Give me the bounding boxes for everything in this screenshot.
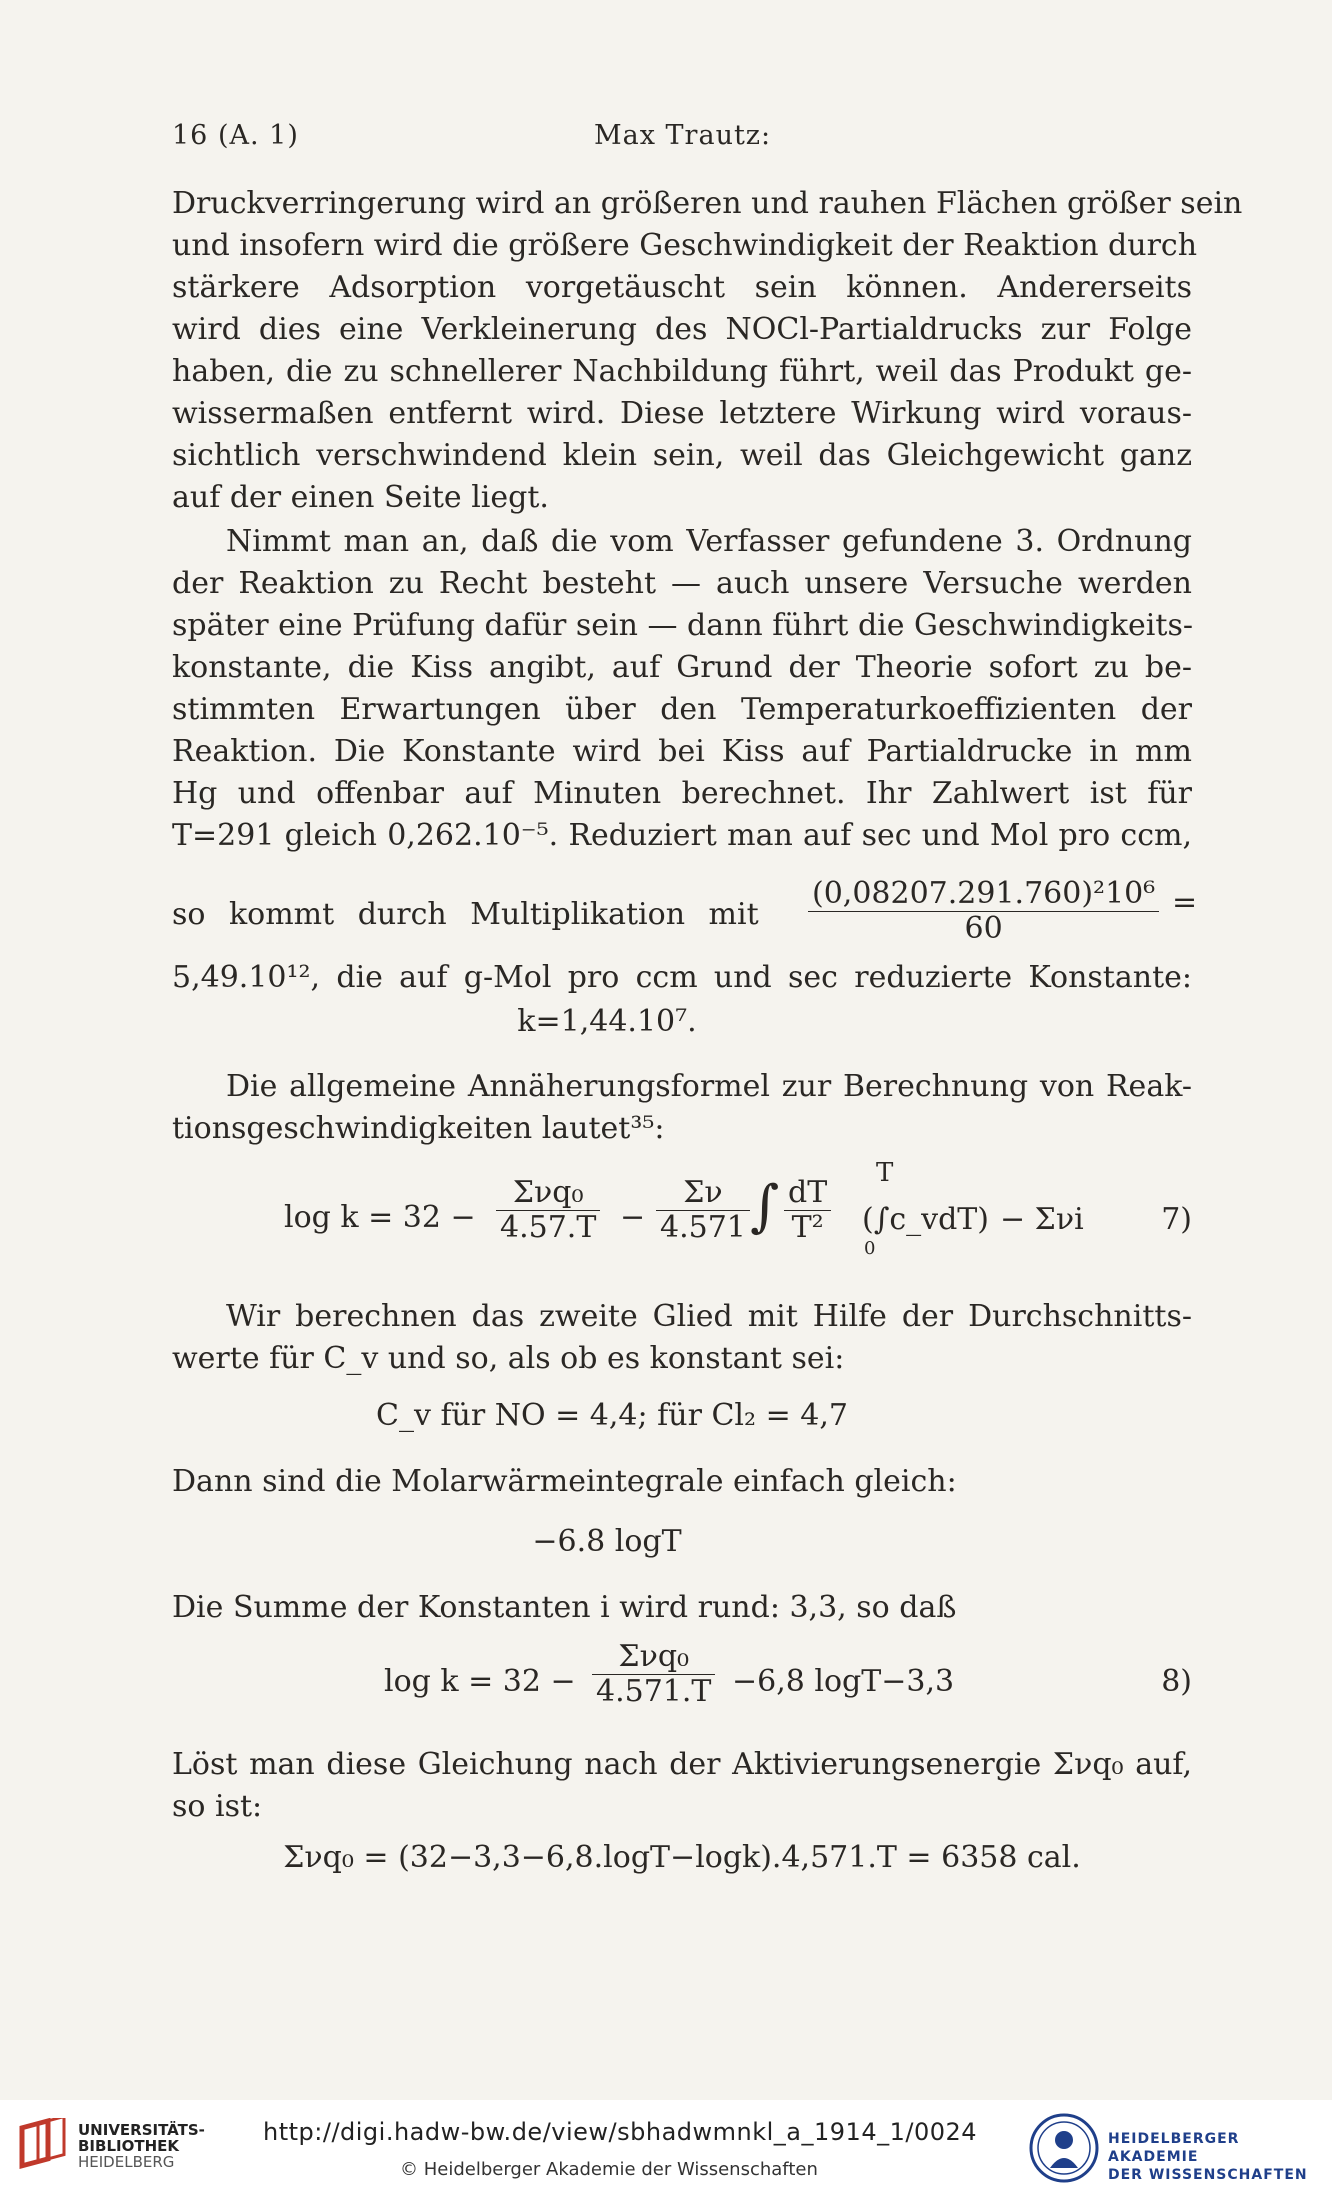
academy-name [1108,2130,1332,2184]
text-line: Nimmt man an, daß die vom Verfasser gefundene 3. Ordnung [226,524,1192,559]
fraction-denominator: T² [791,1210,824,1245]
page-reference: 16 (A. 1) [172,120,299,151]
multiplication-fraction [808,877,1159,946]
fraction-numerator: dT [784,1176,831,1211]
text-line: Die Summe der Konstanten i wird rund: 3,3, so daß [172,1590,957,1625]
cv-values-line: C_v für NO = 4,4; für Cl₂ = 4,7 [376,1398,848,1433]
paragraph-6 [172,1587,1192,1629]
paragraph-1 [172,183,1243,519]
text-line: tionsgeschwindigkeiten lautet³⁵: [172,1111,665,1146]
equation-number: 7) [1161,1202,1192,1237]
reduced-constant-line [172,957,1192,999]
fraction-numerator: Σν [656,1176,750,1211]
fraction [784,1176,831,1245]
upper-limit: T [876,1158,894,1188]
text-line: stimmten Erwartungen über den Temperaturkoeffizienten der [172,692,1192,727]
text-line: Die allgemeine Annäherungsformel zur Berechnung von Reak- [226,1069,1192,1104]
paragraph-4 [172,1296,1192,1380]
library-line: BIBLIOTHEK [78,2137,179,2155]
text-line: Reaktion. Die Konstante wird bei Kiss auf Partialdrucke in mm [172,734,1192,769]
running-header [172,120,1192,160]
academy-line: HEIDELBERGER AKADEMIE [1108,2131,1240,2165]
log-term: −6.8 logT [532,1524,682,1559]
fraction-denominator: 4.571.T [596,1674,712,1709]
text-line: wird dies eine Verkleinerung des NOCl-Partialdrucks zur Folge [172,312,1192,347]
equals-sign: = [1172,885,1198,920]
paragraph-7 [172,1744,1192,1828]
text-line: und insofern wird die größere Geschwindigkeit der Reaktion durch [172,228,1198,263]
text-line: Wir berechnen das zweite Glied mit Hilfe der Durchschnitts- [226,1299,1192,1334]
academy-seal-icon [1028,2112,1100,2184]
equation-8 [384,1636,1084,1736]
inner-integral: (∫c_vdT) [862,1202,990,1237]
text-line: konstante, die Kiss angibt, auf Grund der Theorie sofort zu be- [172,650,1192,685]
equation-tail: −6,8 logT−3,3 [732,1664,955,1699]
text-line: stärkere Adsorption vorgetäuscht sein können. Andererseits [172,270,1192,305]
equation-tail: − Σνi [1000,1202,1084,1237]
text-line: haben, die zu schnellerer Nachbildung führt, weil das Produkt ge- [172,354,1192,389]
equation-lhs: log k = 32 − [384,1664,576,1699]
minus-sign: − [620,1200,646,1235]
library-name [78,2122,205,2170]
text-line: Dann sind die Molarwärmeintegrale einfach gleich: [172,1464,957,1499]
library-line: HEIDELBERG [78,2153,175,2171]
fraction-denominator: 4.571 [660,1210,746,1245]
k-value-equation: k=1,44.10⁷. [517,1004,697,1039]
paragraph-3 [172,1066,1192,1150]
fraction [656,1176,750,1245]
equation-7 [284,1160,1184,1270]
text-line: sichtlich verschwindend klein sein, weil das Gleichgewicht ganz [172,438,1192,473]
fraction-numerator: Σνq₀ [592,1640,715,1675]
text-line: 5,49.10¹², die auf g-Mol pro ccm und sec reduzierte Konstante: [172,960,1192,995]
fraction-denominator: 4.57.T [500,1210,597,1245]
lower-limit: 0 [864,1238,876,1259]
equation-lhs: log k = 32 − [284,1200,476,1235]
text-line: so ist: [172,1789,263,1824]
fraction-numerator: Σνq₀ [496,1176,600,1211]
text-line: der Reaktion zu Recht besteht — auch unsere Versuche werden [172,566,1192,601]
paragraph-5 [172,1461,1192,1503]
text-line: später eine Prüfung dafür sein — dann führt die Geschwindigkeits- [172,608,1193,643]
equation-number: 8) [1161,1664,1192,1699]
fraction [592,1640,715,1709]
text-line: Hg und offenbar auf Minuten berechnet. Ihr Zahlwert ist für [172,776,1192,811]
library-line: UNIVERSITÄTS- [78,2121,205,2139]
fraction-numerator: (0,08207.291.760)²10⁶ [808,877,1159,912]
fraction [496,1176,600,1245]
paragraph-2 [172,521,1192,857]
text-line: Druckverringerung wird an größeren und rauhen Flächen größer sein [172,186,1243,221]
author-name: Max Trautz: [594,120,772,151]
text-line: Löst man diese Gleichung nach der Aktivierungsenergie Σνq₀ auf, [172,1747,1192,1782]
library-logo-icon [14,2118,74,2178]
academy-line: DER WISSENSCHAFTEN [1108,2167,1308,2183]
copyright-notice: © Heidelberger Akademie der Wissenschaften [400,2159,818,2180]
source-url[interactable]: http://digi.hadw-bw.de/view/sbhadwmnkl_a_1914_1/0024 [263,2118,978,2146]
text-line: T=291 gleich 0,262.10⁻⁵. Reduziert man auf sec und Mol pro ccm, [172,818,1192,853]
final-equation: Σνq₀ = (32−3,3−6,8.logT−logk).4,571.T = 6358 cal. [283,1840,1081,1875]
text-line: auf der einen Seite liegt. [172,480,549,515]
text-line: werte für C_v und so, als ob es konstant sei: [172,1341,845,1376]
text-line: so kommt durch Multiplikation mit [172,897,759,932]
fraction-denominator: 60 [964,911,1003,946]
integral-sign: ∫ [750,1174,780,1239]
footer-bar [0,2100,1332,2197]
text-line: wissermaßen entfernt wird. Diese letztere Wirkung wird voraus- [172,396,1192,431]
